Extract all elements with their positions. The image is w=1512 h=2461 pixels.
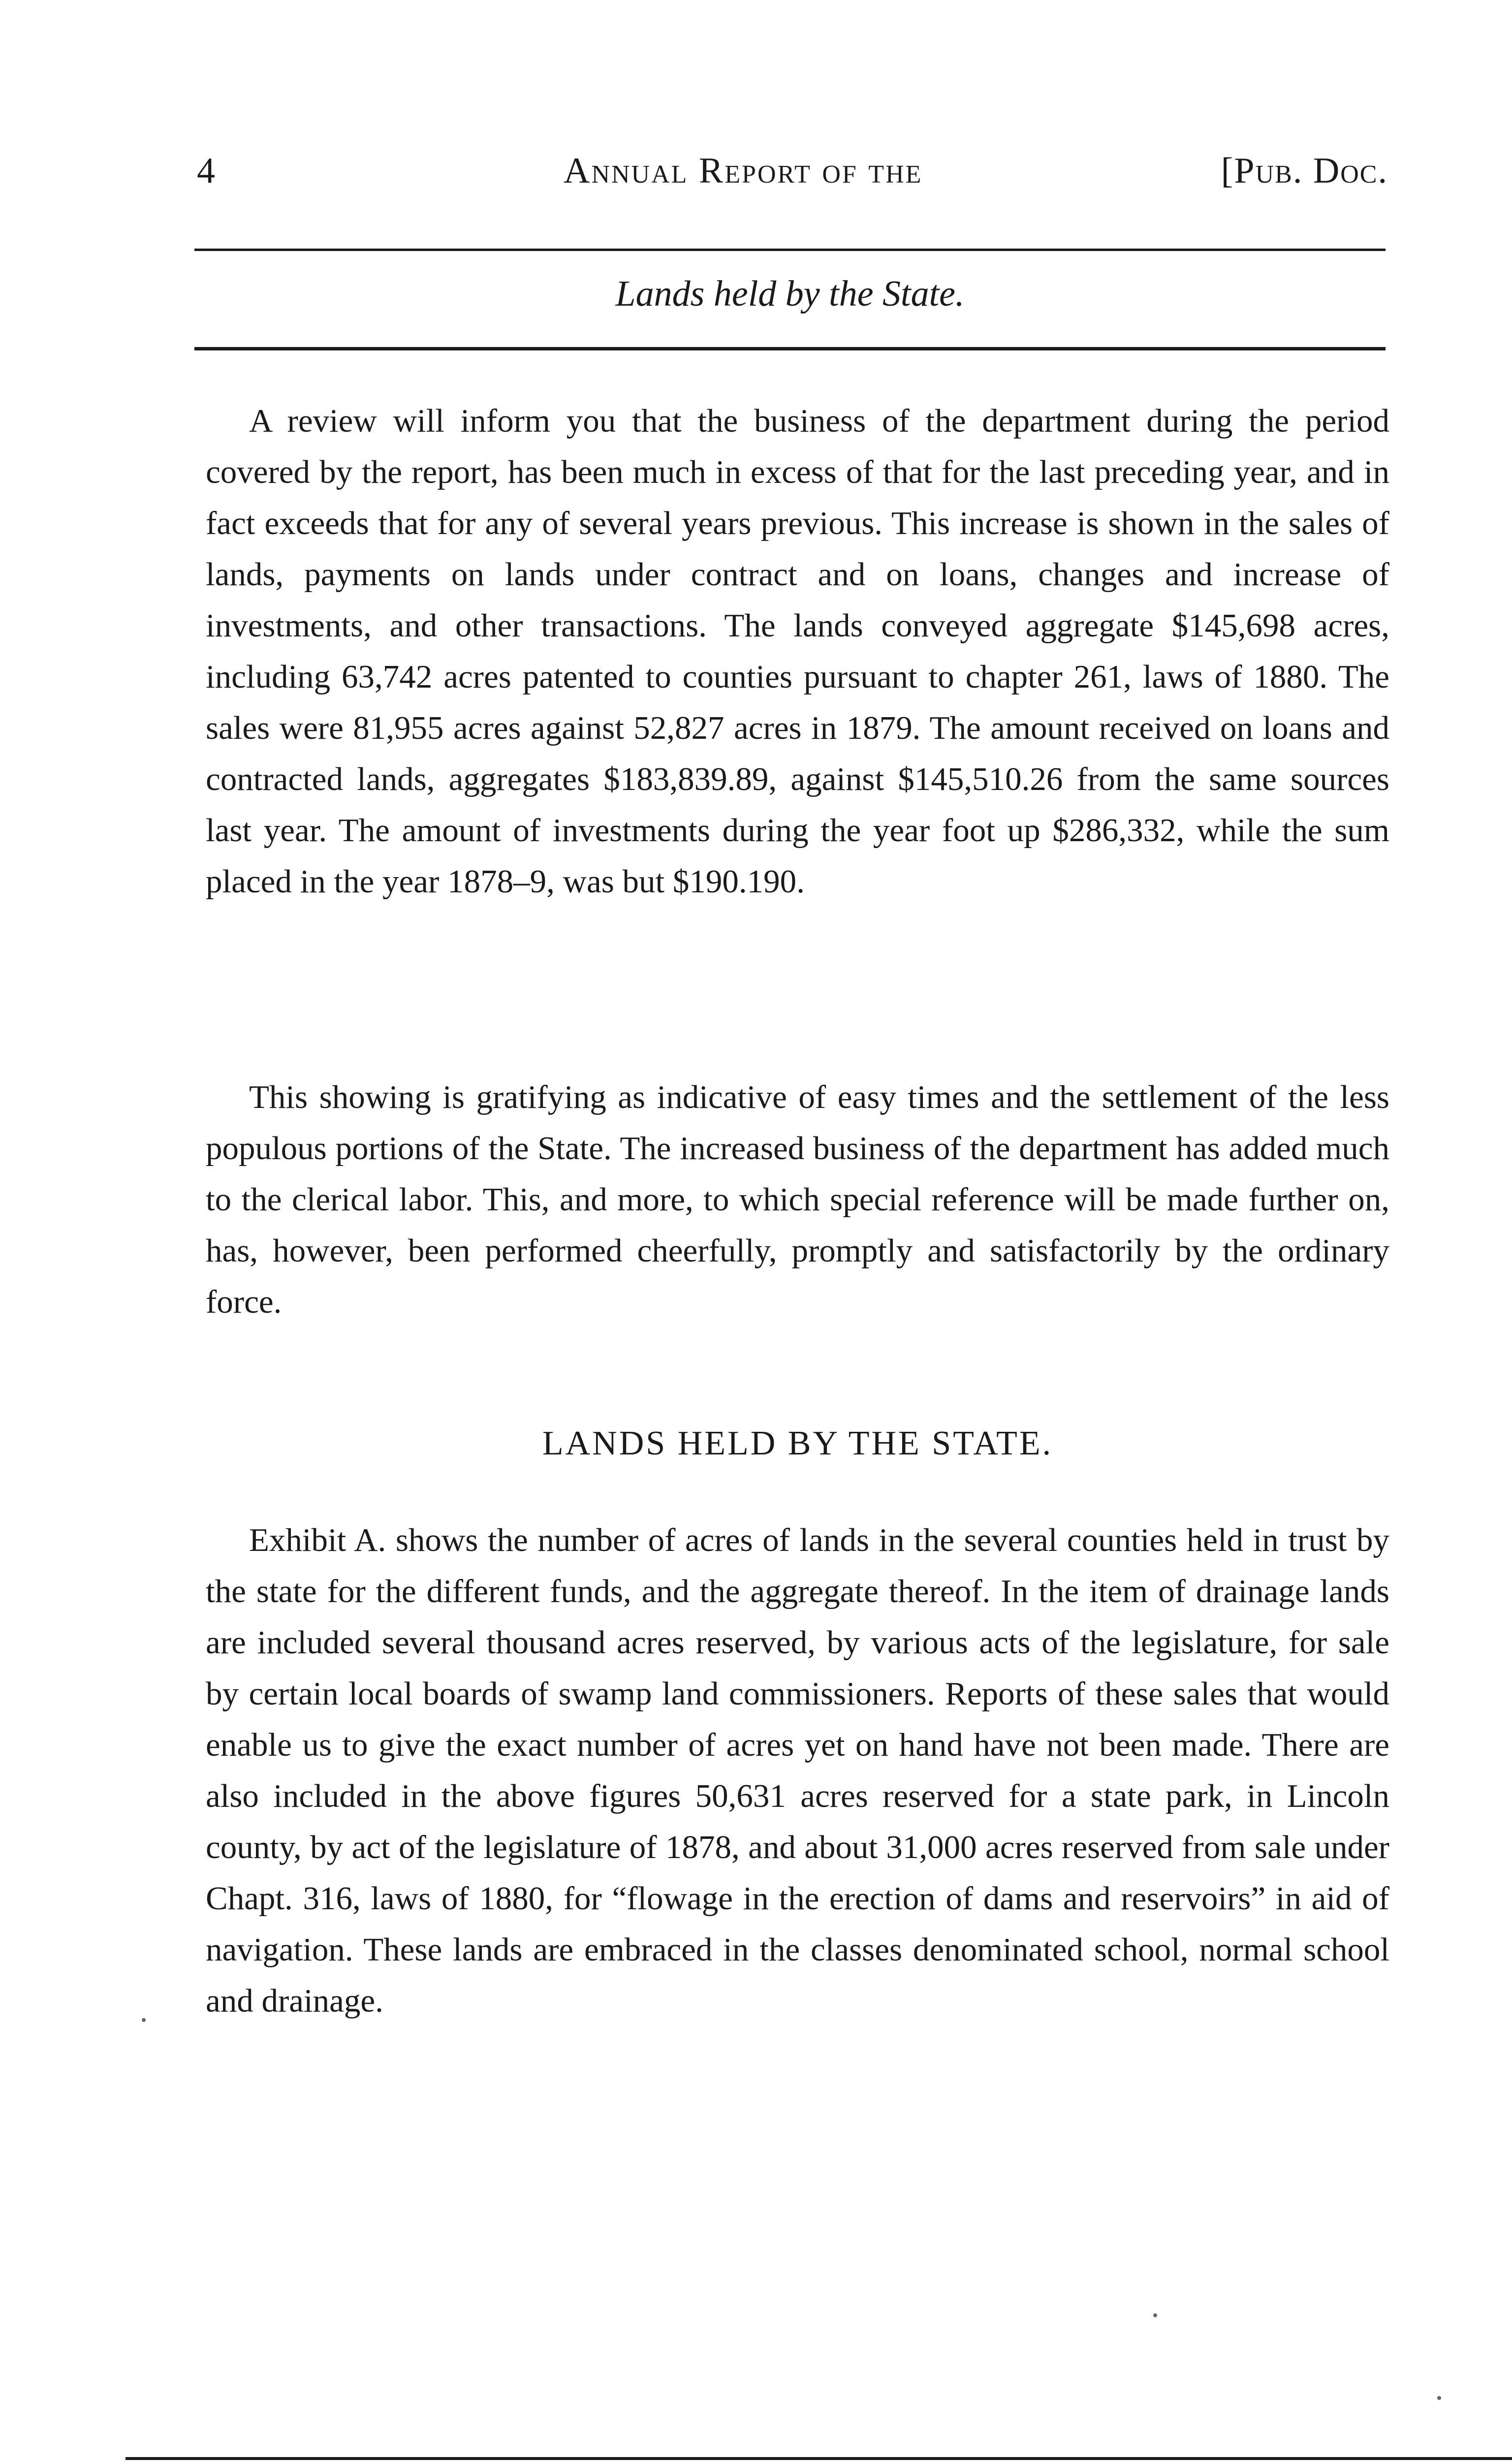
paper-speck bbox=[1437, 2396, 1441, 2400]
section-subtitle: Lands held by the State. bbox=[615, 274, 965, 314]
exhibit-text-block bbox=[206, 1514, 1389, 2026]
subtitle-rule bbox=[194, 347, 1386, 350]
paper-speck bbox=[142, 2018, 146, 2022]
page-header bbox=[197, 150, 1388, 204]
paragraph-exhibit: Exhibit A. shows the number of acres of lands in the several counties held in trust by the state for the different funds, and the aggregate thereof. In the item of drainage lands are included several thousand acres reserved, by various acts of the legislature, for sale by certain local boards of swamp land commissioners. Reports of these sales that would enable us to give the exact number of acres yet on hand have not been made. There are also included in the above figures 50,631 acres reserved for a state park, in Lincoln county, by act of the legislature of 1878, and about 31,000 acres reserved from sale under Chapt. 316, laws of 1880, for “flowage in the erection of dams and reservoirs” in aid of navigation. These lands are embraced in the classes denominated school, normal school and drainage. bbox=[206, 1522, 1389, 2019]
bottom-rule bbox=[126, 2457, 1512, 2460]
header-rule bbox=[194, 249, 1386, 251]
page-number: 4 bbox=[197, 151, 215, 191]
second-text-block bbox=[206, 1072, 1389, 1327]
running-title: Annual Report of the bbox=[564, 151, 923, 191]
paragraph-showing: This showing is gratifying as indicative of easy times and the settlement of the less populous portions of the State. The increased business of the department has added much to the clerical labor. This, and more, to which special reference will be made further on, has, however, been performed cheerfully, promptly and satisfactorily by the ordinary force. bbox=[206, 1079, 1389, 1320]
document-label: [Pub. Doc. bbox=[1221, 151, 1388, 191]
paper-speck bbox=[1153, 2313, 1157, 2317]
paragraph-review: A review will inform you that the business of the department during the period covered by the report, has been much in excess of that for the last preceding year, and in fact exceeds that for any of several years previous. This increase is shown in the sales of lands, payments on lands under contract and on loans, changes and increase of investments, and other transactions. The lands conveyed aggregate $145,698 acres, including 63,742 acres patented to counties pursuant to chapter 261, laws of 1880. The sales were 81,955 acres against 52,827 acres in 1879. The amount received on loans and contracted lands, aggregates $183,839.89, against $145,510.26 from the same sources last year. The amount of investments during the year foot up $286,332, while the sum placed in the year 1878–9, was but $190.190. bbox=[206, 403, 1389, 900]
intro-text-block bbox=[206, 395, 1389, 907]
section-heading: LANDS HELD BY THE STATE. bbox=[542, 1424, 1053, 1462]
